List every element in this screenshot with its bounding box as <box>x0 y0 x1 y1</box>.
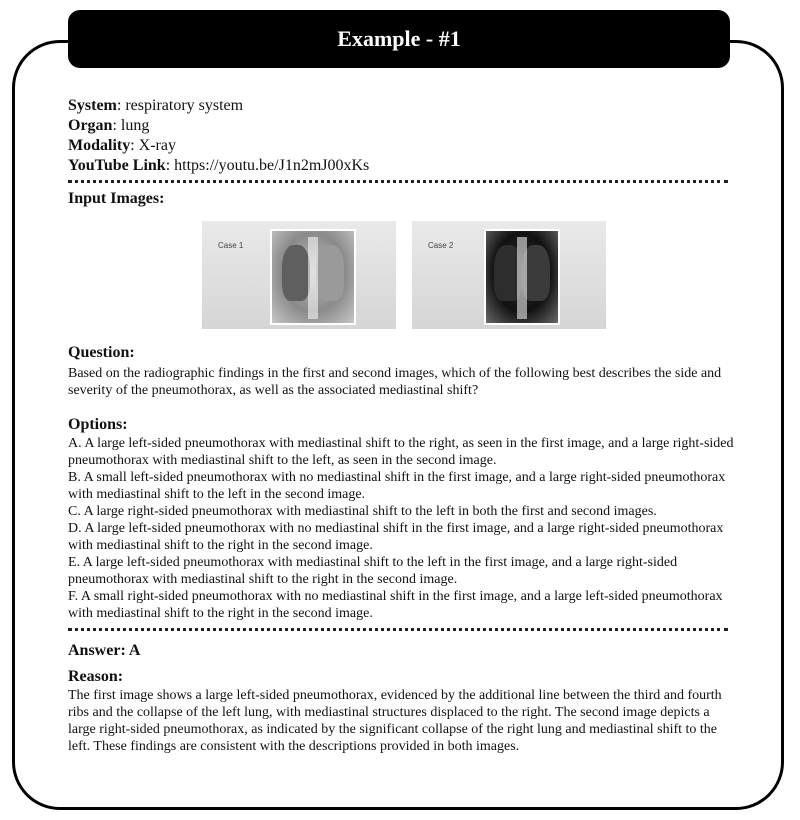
card-content <box>68 96 740 755</box>
mediastinum-shape <box>308 237 318 319</box>
xray-image-case-2 <box>412 221 606 329</box>
dotted-divider <box>68 628 728 631</box>
modality-value: X-ray <box>138 137 176 154</box>
meta-youtube: YouTube Link: https://youtu.be/J1n2mJ00xKs <box>68 157 370 174</box>
dotted-divider <box>68 180 728 183</box>
answer-text: Answer: A <box>68 642 141 659</box>
header-title: Example - #1 <box>337 26 461 51</box>
organ-label: Organ <box>68 117 113 134</box>
case-label: Case 2 <box>428 241 454 250</box>
meta-organ: Organ: lung <box>68 117 150 134</box>
input-images-heading: Input Images: <box>68 190 165 207</box>
options-heading: Options: <box>68 416 128 433</box>
left-lung-shape <box>282 245 310 301</box>
option-e: E. A large left-sided pneumothorax with mediastinal shift to the left in the first image, and a large right-sided pneumothorax with mediastinal shift to the right in the second image. <box>68 555 678 587</box>
example-header <box>68 10 730 68</box>
input-images-row <box>68 221 740 329</box>
case-label: Case 1 <box>218 241 244 250</box>
option-b: B. A small left-sided pneumothorax with no mediastinal shift in the first image, and a large right-sided pneumothorax with mediastinal shift to the left in the second image. <box>68 470 726 502</box>
meta-modality: Modality: X-ray <box>68 137 176 154</box>
chest-xray-film <box>270 229 356 325</box>
meta-system: System: respiratory system <box>68 97 244 114</box>
option-f: F. A small right-sided pneumothorax with no mediastinal shift in the first image, and a large left-sided pneumothorax with mediastinal shift to the right in the second image. <box>68 589 723 621</box>
mediastinum-shape <box>517 237 527 319</box>
option-d: D. A large left-sided pneumothorax with no mediastinal shift in the first image, and a large right-sided pneumothorax with mediastinal shift to the right in the second image. <box>68 521 724 553</box>
reason-heading: Reason: <box>68 668 124 685</box>
system-label: System <box>68 97 117 114</box>
xray-image-case-1 <box>202 221 396 329</box>
right-lung-shape <box>316 245 344 301</box>
modality-label: Modality <box>68 137 131 154</box>
reason-text: The first image shows a large left-sided pneumothorax, evidenced by the additional line between the third and fourth ribs and the collapse of the left lung, with mediastinal structures displaced to the right. The second image depicts a large right-sided pneumothorax, as indicated by the significant collapse of the right lung and mediastinal shift to the left. These findings are consistent with the descriptions provided in both images. <box>68 688 722 754</box>
option-a: A. A large left-sided pneumothorax with mediastinal shift to the right, as seen in the first image, and a large right-sided pneumothorax with mediastinal shift to the left, as seen in the second image. <box>68 436 734 468</box>
system-value: respiratory system <box>125 97 244 114</box>
organ-value: lung <box>120 117 150 134</box>
question-heading: Question: <box>68 344 135 361</box>
chest-xray-film <box>484 229 560 325</box>
youtube-link[interactable]: https://youtu.be/J1n2mJ00xKs <box>174 157 370 174</box>
option-c: C. A large right-sided pneumothorax with mediastinal shift to the left in both the first and second images. <box>68 504 657 519</box>
youtube-label: YouTube Link <box>68 157 166 174</box>
question-text: Based on the radiographic findings in the first and second images, which of the following best describes the side and severity of the pneumothorax, as well as the associated mediastinal shift? <box>68 366 722 398</box>
